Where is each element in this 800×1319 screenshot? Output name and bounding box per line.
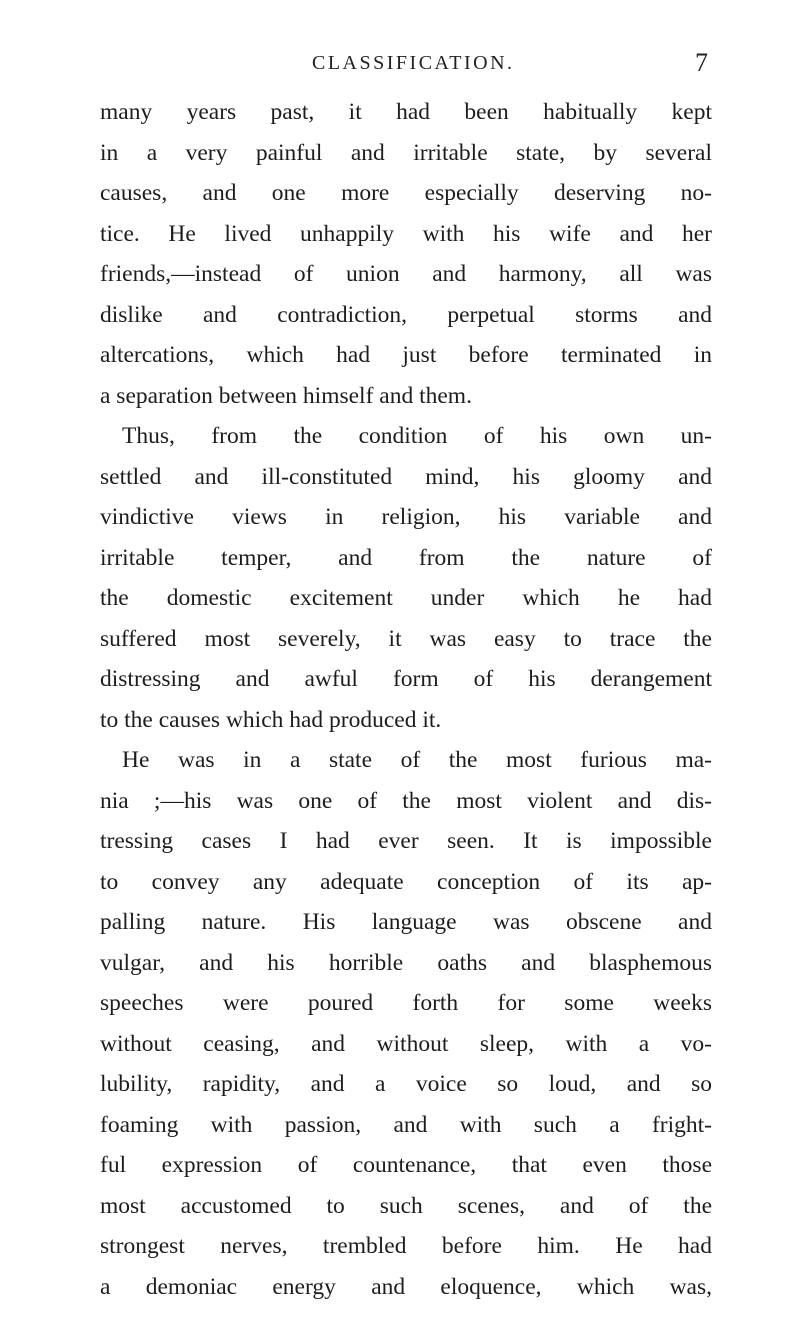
text-line: a demoniac energy and eloquence, which was,: [100, 1273, 712, 1300]
text-line: tressing cases I had ever seen. It is impossible: [100, 828, 712, 854]
text-line: without ceasing, and without sleep, with a vo-: [100, 1030, 712, 1057]
running-head: CLASSIFICATION.: [312, 52, 515, 74]
text-line: dislike and contradiction, perpetual storms and: [100, 301, 712, 328]
text-line: to the causes which had produced it.: [100, 706, 442, 733]
page-header: [100, 46, 708, 86]
text-line: most accustomed to such scenes, and of the: [100, 1192, 712, 1219]
text-line: friends,—instead of union and harmony, all was: [100, 261, 712, 287]
text-line: irritable temper, and from the nature of: [100, 544, 712, 571]
text-line: strongest nerves, trembled before him. He had: [100, 1233, 712, 1259]
text-line: altercations, which had just before terminated in: [100, 342, 712, 368]
text-line: lubility, rapidity, and a voice so loud, and so: [100, 1071, 712, 1097]
body-text: [100, 92, 712, 1307]
text-line: to convey any adequate conception of its ap-: [100, 868, 712, 895]
text-line: a separation between himself and them.: [100, 382, 472, 409]
text-line: settled and ill-constituted mind, his gloomy and: [100, 463, 712, 490]
text-line: vindictive views in religion, his variable and: [100, 504, 712, 530]
text-line: in a very painful and irritable state, by several: [100, 139, 712, 166]
text-line: many years past, it had been habitually kept: [100, 99, 712, 125]
text-line: causes, and one more especially deserving no-: [100, 180, 712, 206]
text-line: vulgar, and his horrible oaths and blasphemous: [100, 949, 712, 976]
text-line: palling nature. His language was obscene and: [100, 909, 712, 935]
text-line: suffered most severely, it was easy to trace the: [100, 625, 712, 652]
paragraph-start-line: Thus, from the condition of his own un-: [122, 423, 712, 449]
text-line: tice. He lived unhappily with his wife and her: [100, 220, 712, 247]
text-line: the domestic excitement under which he had: [100, 585, 712, 611]
text-line: nia ;—his was one of the most violent and dis-: [100, 787, 712, 814]
page-number: 7: [695, 48, 708, 77]
text-line: distressing and awful form of his derangement: [100, 666, 712, 692]
text-line: ful expression of countenance, that even those: [100, 1152, 712, 1178]
text-line: foaming with passion, and with such a fright-: [100, 1111, 712, 1138]
paragraph-start-line: He was in a state of the most furious ma-: [122, 747, 712, 773]
text-line: speeches were poured forth for some weeks: [100, 990, 712, 1016]
